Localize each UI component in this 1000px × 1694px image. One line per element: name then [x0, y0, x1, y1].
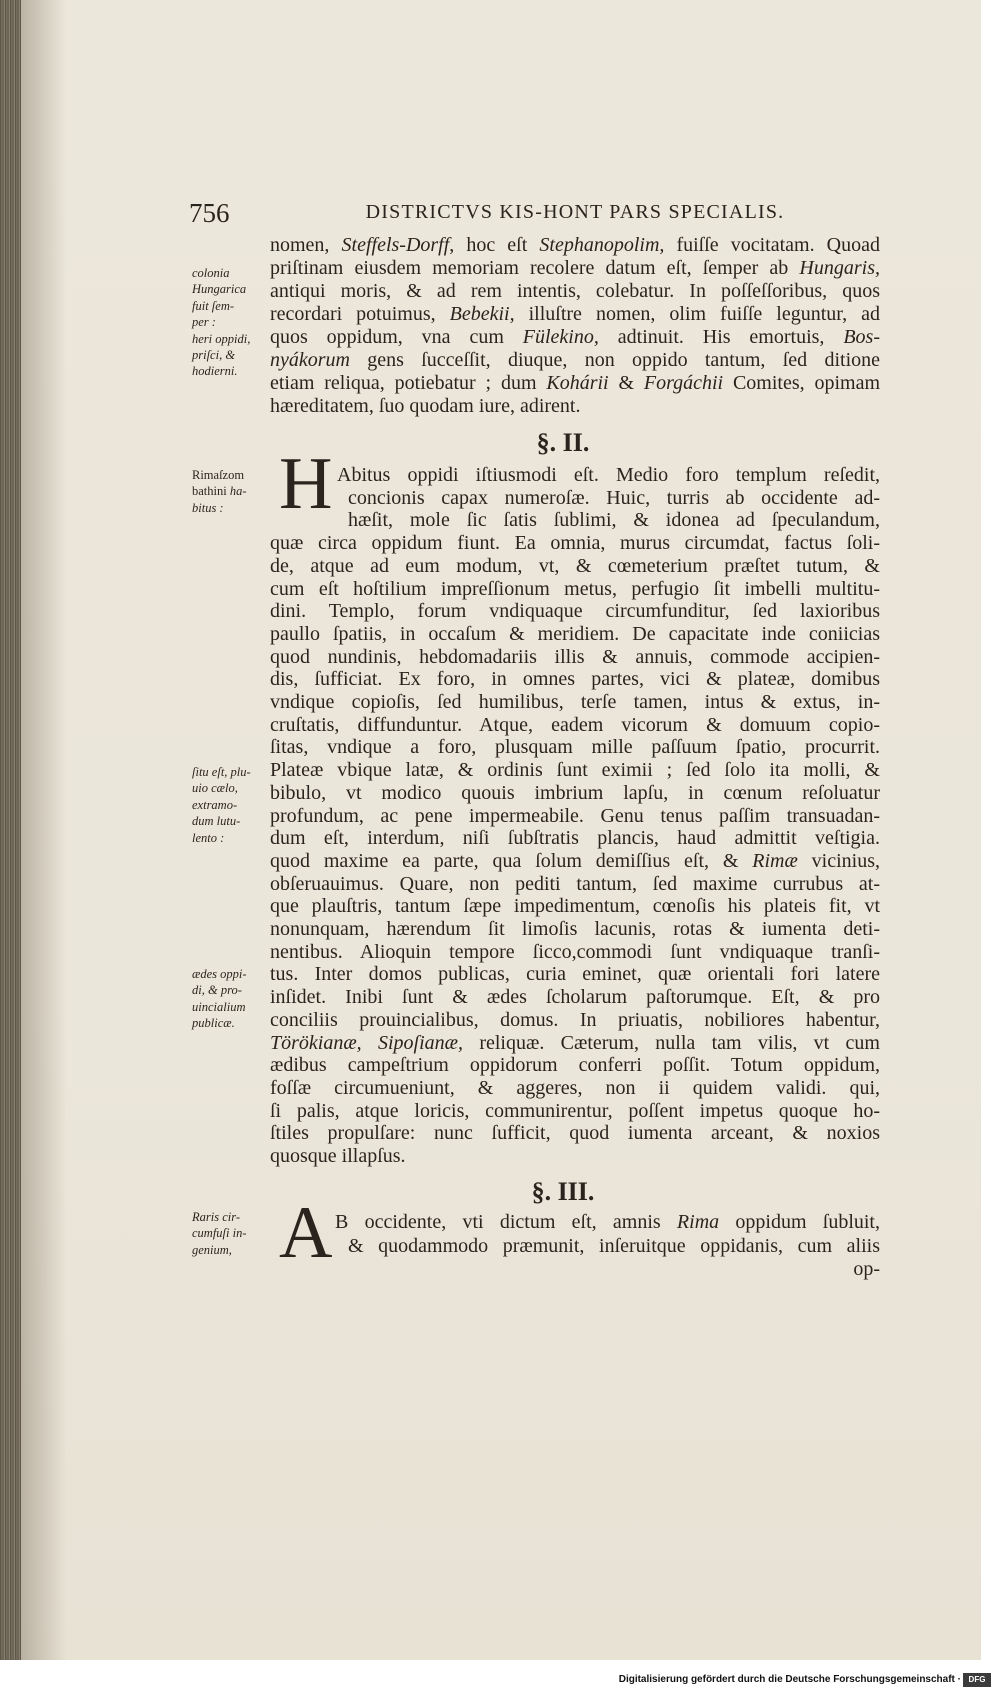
- note-line: [192, 281, 272, 297]
- text-line: [270, 986, 880, 1009]
- text-line: [270, 782, 880, 805]
- book-page-edges: [0, 0, 21, 1660]
- text-run: ſi palis, atque loricis, communirentur, poſſent impetus quoque ho-: [270, 1099, 880, 1122]
- text-run: fuiſſe vocitatam. Quoad: [664, 234, 881, 256]
- text-line: [270, 918, 880, 941]
- marginal-note: [192, 265, 272, 380]
- text-run: concionis capax numeroſæ. Huic, turris ab occidente ad-: [348, 486, 880, 509]
- text-run: priſtinam eiusdem memoriam recolere datum eſt, ſemper ab: [270, 257, 800, 279]
- text-run: foſſæ circumueniunt, & aggeres, non ii quidem validi. qui,: [270, 1076, 880, 1099]
- italic-run: Hungaris,: [799, 257, 880, 279]
- section-heading: §. III.: [531, 1177, 595, 1206]
- italic-run: Bebekii,: [449, 303, 515, 325]
- text-line: [270, 963, 880, 986]
- text-run: cruſtatis, diffunduntur. Atque, eadem vicorum & domuum copio-: [270, 713, 880, 736]
- text-run: antiqui moris, & ad rem intentis, colebatur. In poſſeſſoribus, quos: [270, 280, 880, 302]
- note-line: [192, 483, 272, 499]
- text-run: gens ſucceſſit, diuque, non oppido tantum, ſed ditione: [349, 349, 880, 371]
- text-line: [270, 509, 880, 532]
- text-run: conciliis prouincialibus, domus. In priuatis, nobiliores habentur,: [270, 1008, 880, 1031]
- note-line: [192, 830, 272, 846]
- text-run: nonunquam, hærendum ſit limoſis lacunis, rotas & iumenta deti-: [270, 918, 880, 941]
- text-run: quos oppidum, vna cum: [270, 326, 523, 348]
- text-line: [270, 257, 880, 280]
- text-line: [270, 303, 880, 326]
- section-paragraph: [270, 464, 880, 1168]
- text-run: que plauſtris, tantum ſæpe impedimentum, cœnoſis his plateis fit, vt: [270, 895, 880, 918]
- text-run: illuſtre nomen, olim fuiſſe leguntur, ad: [514, 303, 881, 325]
- text-line: [270, 349, 880, 372]
- italic-run: Stephanopolim,: [539, 234, 665, 256]
- continued-paragraph: [270, 234, 880, 418]
- text-run: nentibus. Alioquin tempore ſicco,commodi ſunt vndiquaque tranſi-: [270, 940, 880, 963]
- text-run: bibulo, vt modico quouis imbrium lapſu, in cœnum reſoluatur: [270, 781, 880, 804]
- note-line: [192, 1209, 272, 1225]
- binding-shadow: [21, 0, 67, 1660]
- text-run: Rimaſzom: [192, 468, 245, 482]
- text-line: [270, 555, 880, 578]
- text-run: tus. Inter domos publicas, curia eminet, quæ orientali fori latere: [270, 963, 880, 986]
- italic-run: dum lutu-: [192, 814, 241, 829]
- text-run: reliquæ. Cæterum, nulla tam vilis, vt cum: [463, 1031, 880, 1054]
- text-line: [270, 714, 880, 737]
- text-run: inſidet. Inibi ſunt & ædes ſcholarum paſtorumque. Eſt, & pro: [270, 986, 880, 1009]
- text-run: bathini: [192, 484, 230, 499]
- text-line: [270, 600, 880, 623]
- text-run: oppidum ſubluit,: [719, 1211, 880, 1233]
- text-run: hæſit, mole ſic ſatis ſublimi, & idonea ad ſpeculandum,: [348, 509, 880, 532]
- note-line: [192, 780, 272, 796]
- italic-run: Rima: [676, 1211, 720, 1233]
- text-line: [270, 691, 880, 714]
- text-line: [270, 1032, 880, 1055]
- text-run: hæreditatem, ſuo quodam iure, adirent.: [270, 395, 581, 417]
- text-run: op-: [853, 1258, 880, 1280]
- italic-run: cumfuſi in-: [192, 1226, 247, 1241]
- note-line: [192, 966, 272, 982]
- text-line: [270, 326, 880, 349]
- text-run: dum eſt, interdum, niſi ſubſtratis plancis, haud admittit veſtigia.: [270, 827, 880, 850]
- note-line: [192, 982, 272, 998]
- text-run: nomen,: [270, 234, 342, 256]
- text-run: Comites, opimam: [723, 372, 881, 394]
- running-title: DISTRICTVS KIS-HONT PARS SPECIALIS.: [365, 201, 785, 223]
- note-line: [192, 999, 272, 1015]
- note-line: [192, 265, 272, 281]
- marginal-note: [192, 764, 272, 846]
- italic-run: ſitu eſt, plu-: [192, 765, 251, 779]
- italic-run: Törökianæ, Sipoſianæ,: [270, 1031, 464, 1054]
- marginal-note: [192, 1209, 272, 1258]
- italic-run: nyákorum: [270, 349, 350, 371]
- text-line: [270, 873, 880, 896]
- text-run: & quodammodo præmunit, inſeruitque oppidanis, cum aliis: [348, 1234, 880, 1257]
- text-run: &: [608, 372, 644, 394]
- text-run: , hoc eſt: [449, 234, 540, 256]
- italic-run: genium,: [192, 1242, 232, 1257]
- italic-run: uio cælo,: [192, 781, 238, 796]
- text-line: [270, 1122, 880, 1145]
- text-run: quæ circa oppidum fiunt. Ea omnia, murus circumdat, factus ſoli-: [270, 532, 880, 555]
- text-run: vicinius,: [797, 849, 880, 872]
- italic-run: Hungarica: [192, 282, 247, 297]
- text-line: [270, 827, 880, 850]
- italic-run: di, & pro-: [192, 983, 242, 998]
- italic-run: Forgáchii: [643, 372, 724, 394]
- text-line: [270, 850, 880, 873]
- text-run: dini. Templo, forum vndiquaque circumfunditur, ſed laxioribus: [270, 600, 880, 623]
- drop-cap: A: [279, 1192, 333, 1274]
- note-line: [192, 1225, 272, 1241]
- note-line: [192, 347, 272, 363]
- text-run: de, atque ad eum modum, vt, & cœmeterium præſtet tutum, &: [270, 554, 880, 577]
- note-line: [192, 467, 272, 483]
- text-line: [270, 1145, 880, 1168]
- text-line: [270, 1054, 880, 1077]
- section-paragraph: [270, 1211, 880, 1282]
- text-run: ſitas, vndique a foro, plusquam mille paſſuum ſpatio, procurrit.: [270, 736, 880, 759]
- text-line: [270, 805, 880, 828]
- italic-run: Kohárii: [546, 372, 609, 394]
- italic-run: fuit ſem-: [192, 298, 235, 313]
- italic-run: Raris cir-: [192, 1210, 241, 1224]
- note-line: [192, 813, 272, 829]
- italic-run: ha-: [229, 484, 247, 499]
- text-run: Plateæ vbique latæ, & ordinis ſunt eximii ; ſed ſolo ita molli, &: [270, 759, 880, 782]
- text-line: [270, 532, 880, 555]
- note-line: [192, 363, 272, 379]
- digitization-credit: Digitalisierung gefördert durch die Deutsche Forschungsgemeinschaft ·: [618, 1674, 961, 1685]
- text-run: recordari potuimus,: [270, 303, 450, 325]
- text-line: [270, 1258, 880, 1282]
- text-line: [270, 395, 880, 418]
- text-run: obſeruauimus. Quare, non pediti tantum, ſed maxime currubus at-: [270, 872, 880, 895]
- dfg-logo: DFG: [963, 1673, 991, 1687]
- text-run: adtinuit. His emortuis,: [598, 326, 844, 348]
- text-run: ædibus campeſtrium oppidorum conferri poſſit. Totum oppidum,: [270, 1054, 880, 1077]
- text-line: [270, 1100, 880, 1123]
- text-run: vndique copioſis, ſed humilibus, terſe tamen, intus & extus, in-: [270, 691, 880, 714]
- marginal-note: [192, 966, 272, 1032]
- page-number: 756: [189, 198, 230, 228]
- text-line: [270, 372, 880, 395]
- text-line: [270, 578, 880, 601]
- text-run: cum eſt hoſtilium impreſſionum metus, perfugio ſit imbelli multitu-: [270, 577, 880, 600]
- note-line: [192, 500, 272, 516]
- text-line: [270, 487, 880, 510]
- text-line: [270, 1235, 880, 1259]
- text-line: [270, 668, 880, 691]
- text-line: [270, 759, 880, 782]
- italic-run: uincialium: [192, 999, 246, 1014]
- italic-run: heri oppidi,: [192, 331, 251, 346]
- italic-run: per :: [192, 315, 216, 330]
- text-line: [270, 280, 880, 303]
- text-line: [270, 464, 880, 487]
- italic-run: Fülekino,: [522, 326, 599, 348]
- text-run: ſtiles propulſare: nunc ſufficit, quod iumenta arceant, & noxios: [270, 1122, 880, 1145]
- italic-run: Bos-: [843, 326, 880, 348]
- section-heading: §. II.: [536, 428, 590, 457]
- note-line: [192, 331, 272, 347]
- italic-run: priſci, &: [192, 348, 236, 363]
- text-run: paullo ſpatiis, in occaſum & meridiem. De capacitate inde coniicias: [270, 622, 880, 645]
- drop-cap: H: [279, 443, 333, 525]
- text-line: [270, 736, 880, 759]
- italic-run: Rimæ: [752, 849, 798, 872]
- italic-run: bitus :: [192, 500, 224, 515]
- italic-run: hodierni.: [192, 364, 238, 379]
- text-line: [270, 623, 880, 646]
- note-line: [192, 1015, 272, 1031]
- italic-run: lento :: [192, 830, 225, 845]
- text-line: [270, 1211, 880, 1235]
- text-run: dis, ſufficiat. Ex foro, in omnes partes, vici & plateæ, domibus: [270, 668, 880, 691]
- text-line: [270, 1077, 880, 1100]
- text-run: quod maxime ea parte, qua ſolum demiſſius eſt, &: [270, 849, 753, 872]
- text-run: B occidente, vti dictum eſt, amnis: [335, 1211, 677, 1233]
- text-line: [270, 895, 880, 918]
- note-line: [192, 1242, 272, 1258]
- marginal-note: [192, 467, 272, 516]
- italic-run: colonia: [192, 266, 230, 280]
- text-line: [270, 234, 880, 257]
- text-line: [270, 646, 880, 669]
- note-line: [192, 764, 272, 780]
- note-line: [192, 298, 272, 314]
- note-line: [192, 797, 272, 813]
- note-line: [192, 314, 272, 330]
- italic-run: extramo-: [192, 797, 238, 812]
- text-run: etiam reliqua, potiebatur ; dum: [270, 372, 547, 394]
- italic-run: ædes oppi-: [192, 967, 247, 981]
- italic-run: Steffels-Dorff: [341, 234, 450, 256]
- text-run: quod nundinis, hebdomadariis illis & annuis, commode accipien-: [270, 645, 880, 668]
- text-line: [270, 1009, 880, 1032]
- italic-run: publicæ.: [192, 1016, 235, 1031]
- text-run: quosque illapſus.: [270, 1145, 406, 1168]
- text-line: [270, 941, 880, 964]
- text-run: profundum, ac pene impermeabile. Genu tenus paſſim transuadan-: [270, 804, 880, 827]
- text-run: Abitus oppidi iſtiusmodi eſt. Medio foro templum reſedit,: [337, 464, 880, 486]
